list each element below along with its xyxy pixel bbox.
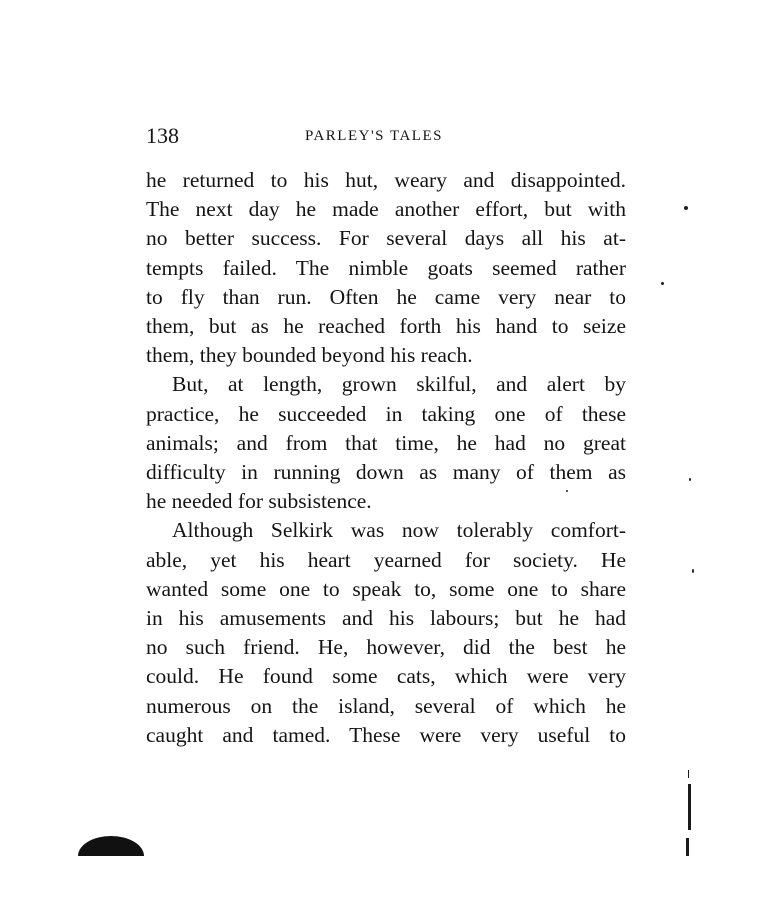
running-head: PARLEY'S TALES [305, 128, 443, 144]
text-line: wanted some one to speak to, some one to share [146, 576, 626, 601]
text-line: numerous on the island, several of which he [146, 693, 626, 718]
paragraph [146, 166, 626, 370]
scan-speck [684, 206, 688, 210]
page-edge-mark [688, 784, 691, 830]
text-line: animals; and from that time, he had no great [146, 430, 626, 455]
text-line: difficulty in running down as many of them as [146, 460, 626, 485]
scan-speck [566, 490, 568, 492]
text-line: But, at length, grown skilful, and alert by [172, 372, 626, 397]
text-line: to fly than run. Often he came very near to [146, 284, 626, 309]
text-line: no better success. For several days all his at- [146, 226, 626, 251]
thumb-shadow [78, 836, 144, 856]
text-line: them, but as he reached forth his hand to seize [146, 314, 626, 339]
text-line: no such friend. He, however, did the best he [146, 635, 626, 660]
text-line: could. He found some cats, which were very [146, 664, 626, 689]
text-line: tempts failed. The nimble goats seemed rather [146, 255, 626, 280]
paragraph [146, 516, 626, 750]
text-line: them, they bounded beyond his reach. [146, 343, 473, 368]
text-line: able, yet his heart yearned for society. He [146, 547, 626, 572]
page-number: 138 [146, 123, 179, 148]
scan-speck [689, 478, 691, 481]
page-edge-mark [688, 770, 689, 778]
text-line: caught and tamed. These were very useful to [146, 722, 626, 747]
body-text [146, 166, 626, 750]
scan-speck [661, 282, 664, 285]
text-line: he needed for subsistence. [146, 489, 372, 514]
text-line: The next day he made another effort, but with [146, 197, 626, 222]
scan-speck [692, 569, 694, 573]
text-line: he returned to his hut, weary and disappointed. [146, 168, 626, 192]
text-line: Although Selkirk was now tolerably comfort- [172, 518, 626, 543]
paragraph [146, 370, 626, 516]
text-line: practice, he succeeded in taking one of these [146, 401, 626, 426]
page-edge-mark [686, 838, 689, 856]
text-line: in his amusements and his labours; but he had [146, 606, 626, 631]
